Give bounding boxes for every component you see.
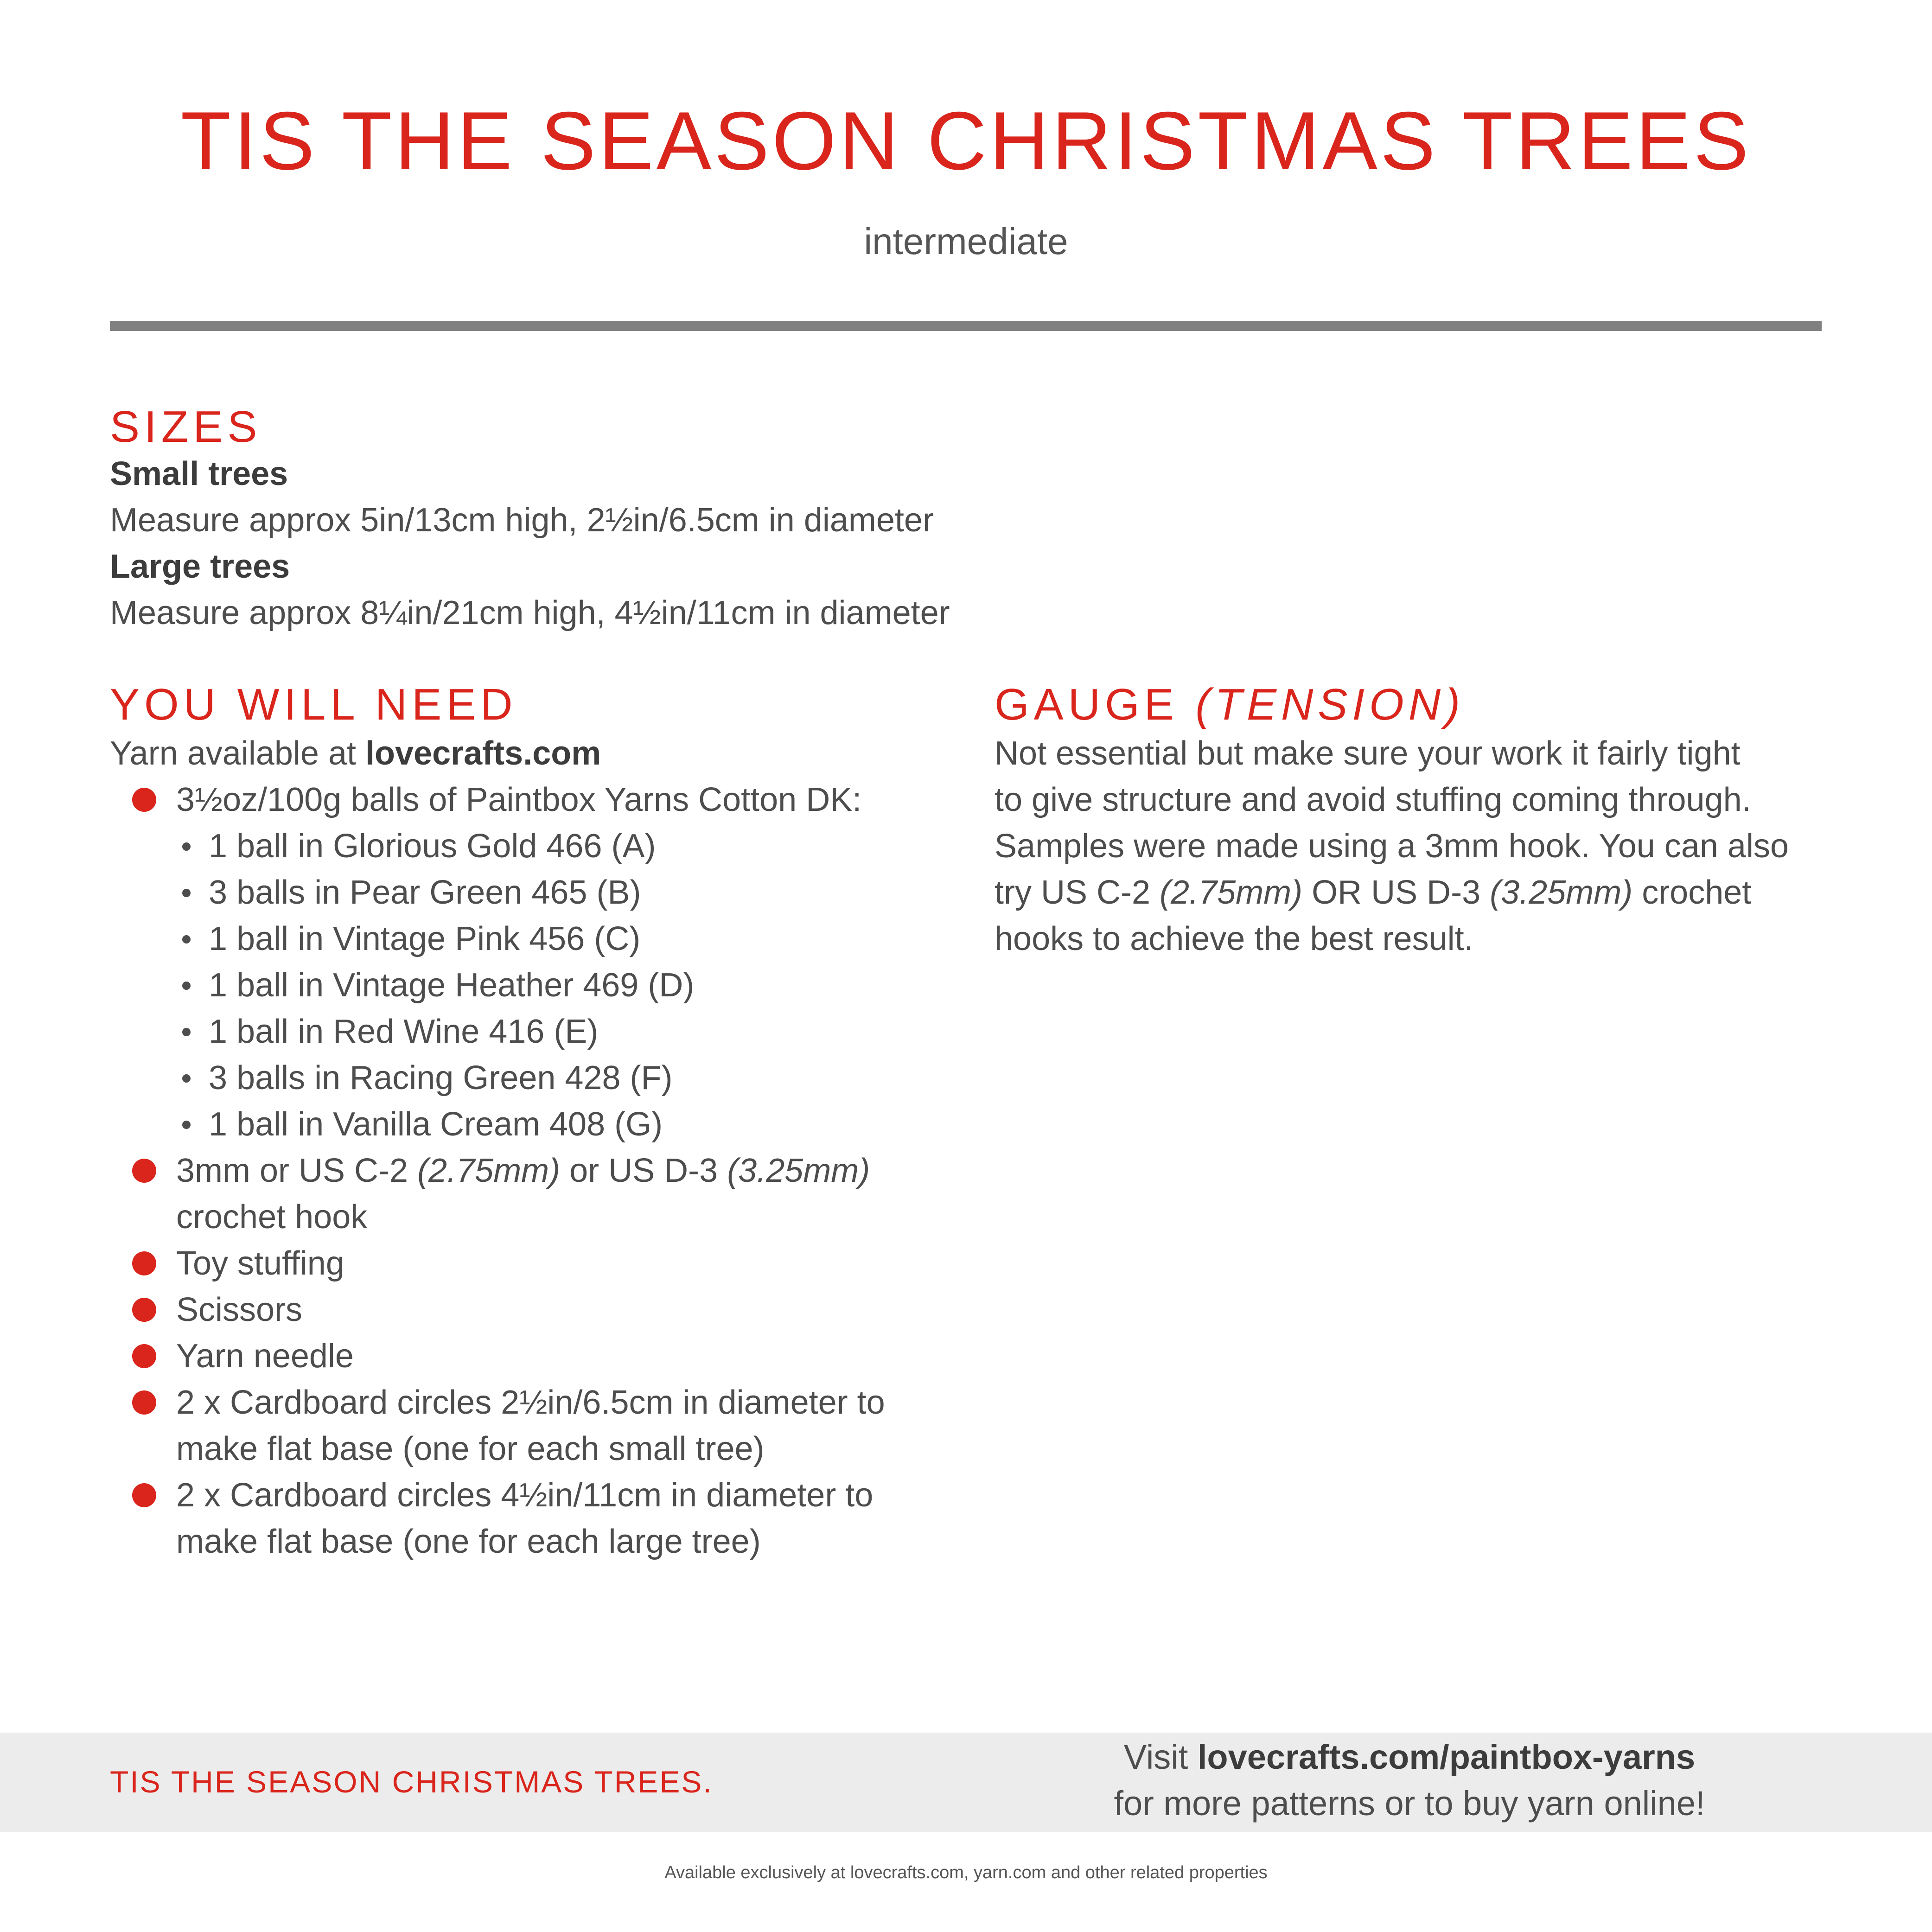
gauge-heading-tension: (TENSION): [1195, 680, 1465, 729]
hook-text-c: or US D-3: [560, 1152, 727, 1189]
list-item: [132, 1333, 885, 1379]
list-item: [132, 1148, 885, 1240]
hook-size-b: (3.25mm): [727, 1152, 870, 1189]
list-item: [132, 1379, 885, 1472]
red-bullet-icon: [132, 1159, 156, 1183]
list-item: [132, 777, 885, 1148]
yarn-color-label: 1 ball in Glorious Gold 466 (A): [209, 828, 656, 865]
list-item: [132, 1472, 885, 1565]
yarn-color-label: 3 balls in Racing Green 428 (F): [209, 1059, 673, 1097]
yarn-color-label: 1 ball in Vintage Heather 469 (D): [209, 967, 695, 1004]
yarn-availability-prefix: Yarn available at: [110, 735, 366, 772]
yarn-color-item: [176, 962, 885, 1008]
yarn-color-item: [176, 1055, 885, 1101]
footer-link[interactable]: lovecrafts.com/paintbox-yarns: [1197, 1738, 1696, 1776]
bullet-icon: [182, 935, 191, 944]
list-item: [132, 1287, 885, 1333]
yarn-color-item: [176, 1101, 885, 1148]
footer-title: TIS THE SEASON CHRISTMAS TREES.: [110, 1765, 713, 1799]
gauge-line-4a: try US C-2: [995, 874, 1160, 911]
card-large-line1: 2 x Cardboard circles 4½in/11cm in diameter to: [176, 1477, 874, 1514]
card-small-line1: 2 x Cardboard circles 2½in/6.5cm in diameter to: [176, 1384, 885, 1421]
yarn-color-label: 1 ball in Vintage Pink 456 (C): [209, 920, 641, 957]
footer-visit: [1029, 1734, 1790, 1827]
needle-text: Yarn needle: [176, 1338, 354, 1375]
red-bullet-icon: [132, 1251, 156, 1275]
you-will-need-heading: YOU WILL NEED: [110, 680, 517, 729]
bullet-icon: [182, 1121, 191, 1129]
small-print: Available exclusively at lovecrafts.com, yarn.com and other related properties: [664, 1863, 1268, 1882]
yarn-availability: [110, 730, 601, 777]
skill-level: intermediate: [864, 221, 1068, 262]
gauge-line-4e: crochet: [1632, 874, 1752, 911]
gauge-heading: [995, 682, 1465, 727]
yarn-color-item: [176, 823, 885, 869]
materials-list: [132, 777, 885, 1565]
gauge-line-3: Samples were made using a 3mm hook. You can also: [995, 828, 1789, 865]
sizes-heading: SIZES: [110, 402, 262, 452]
bullet-icon: [182, 1074, 191, 1083]
red-bullet-icon: [132, 1298, 156, 1322]
yarn-color-item: [176, 1008, 885, 1055]
gauge-line-4c: OR US D-3: [1302, 874, 1490, 911]
gauge-line-1: Not essential but make sure your work it fairly tight: [995, 735, 1741, 772]
hook-size-a: (2.75mm): [417, 1152, 561, 1189]
yarn-balls-text: 3½oz/100g balls of Paintbox Yarns Cotton DK:: [176, 781, 862, 818]
yarn-color-label: 3 balls in Pear Green 465 (B): [209, 874, 641, 911]
large-trees-label: Large trees: [110, 548, 290, 585]
yarn-color-item: [176, 916, 885, 962]
divider: [110, 321, 1822, 331]
hook-text-e: crochet hook: [176, 1199, 368, 1236]
red-bullet-icon: [132, 1390, 156, 1415]
card-small-line2: make flat base (one for each small tree): [176, 1430, 765, 1467]
page-title: TIS THE SEASON CHRISTMAS TREES: [180, 95, 1752, 187]
hook-text-a: 3mm or US C-2: [176, 1152, 418, 1189]
bullet-icon: [182, 842, 191, 851]
gauge-line-4b: (2.75mm): [1160, 874, 1303, 911]
bullet-icon: [182, 1028, 191, 1036]
red-bullet-icon: [132, 788, 156, 812]
gauge-line-2: to give structure and avoid stuffing coming through.: [995, 781, 1751, 818]
gauge-line-5: hooks to achieve the best result.: [995, 920, 1473, 957]
yarn-color-label: 1 ball in Vanilla Cream 408 (G): [209, 1106, 663, 1143]
footer-tagline: for more patterns or to buy yarn online!: [1114, 1784, 1705, 1823]
large-trees-desc: Measure approx 8¼in/21cm high, 4½in/11cm in diameter: [110, 594, 950, 631]
bullet-icon: [182, 889, 191, 897]
gauge-description: [995, 730, 1829, 962]
yarn-color-item: [176, 869, 885, 916]
small-trees-label: Small trees: [110, 455, 288, 492]
red-bullet-icon: [132, 1483, 156, 1507]
footer-visit-prefix: Visit: [1123, 1738, 1198, 1776]
small-trees-desc: Measure approx 5in/13cm high, 2½in/6.5cm in diameter: [110, 502, 934, 539]
yarn-colors-list: [176, 823, 885, 1148]
yarn-color-label: 1 ball in Red Wine 416 (E): [209, 1013, 599, 1050]
stuffing-text: Toy stuffing: [176, 1245, 344, 1282]
list-item: [132, 1240, 885, 1287]
red-bullet-icon: [132, 1344, 156, 1368]
card-large-line2: make flat base (one for each large tree): [176, 1523, 761, 1560]
scissors-text: Scissors: [176, 1291, 303, 1328]
gauge-line-4d: (3.25mm): [1490, 874, 1633, 911]
yarn-site-link[interactable]: lovecrafts.com: [365, 735, 601, 772]
gauge-heading-main: GAUGE: [995, 680, 1196, 729]
bullet-icon: [182, 982, 191, 990]
